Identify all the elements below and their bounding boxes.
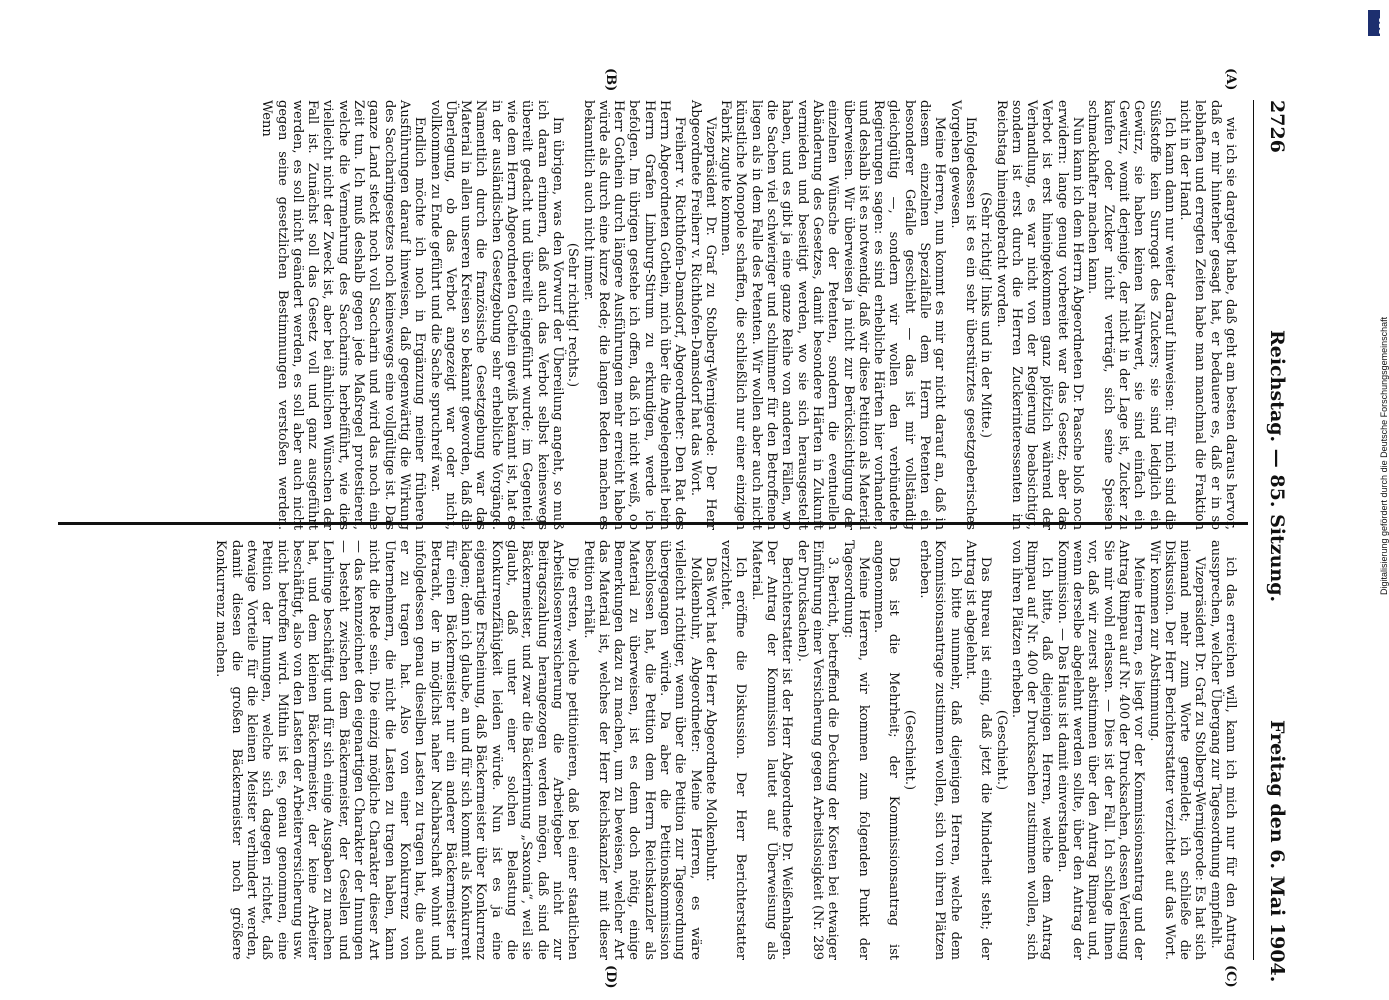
paragraph: Meine Herren, wir kommen zum folgenden Punkt der Tagesordnung: [840, 540, 871, 960]
page-header [1248, 100, 1318, 983]
rotated-page [68, 60, 1318, 989]
right-column [213, 540, 1238, 960]
paragraph: wie ich sie dargelegt habe, daß geht am besten daraus hervor, daß er mir hinterher gesagt hat, er bedauere es, daß er in so lebhaften und erregten Zeiten habe man manchmal die Fraktion nicht in der Hand. [1177, 100, 1238, 530]
paragraph: Ich bitte nunmehr, daß diejenigen Herren, welche dem Kommissionsantrage zustimmen wollen, sich von ihren Plätzen erheben. [917, 540, 963, 960]
margin-marker-b: (B) [603, 68, 618, 92]
paragraph: Vizepräsident Dr. Graf zu Stolberg-Wernigerode: Der Herr Abgeordnete Freiherr v. Richthofen-Damsdorf hat das Wort. [687, 100, 718, 530]
paragraph: Das Wort hat der Herr Abgeordnete Molkenbuhr. [702, 556, 718, 882]
paragraph: Das Bureau ist einig, daß jetzt die Minderheit steht; der Antrag ist abgelehnt. [962, 540, 994, 960]
dfg-logo: DFG [1368, 10, 1380, 36]
session-date: Freitag den 6. Mai 1904. [1266, 720, 1288, 983]
paragraph: (Geschieht.) [901, 709, 917, 791]
session-title: Reichstag. — 85. Sitzung. [1266, 330, 1288, 603]
paragraph: Ich kann dann nur weiter darauf hinweisen: für mich sind die Süßstoffe kein Surrogat des Zuckers; sie sind lediglich ein Gewürz, sie haben keinen Nährwert, sie sind einfach ein Gewürz, womit derjenige, der nicht in der Lage ist, Zucker zu kaufen oder Zucker nicht verträgt, sich seine Speisen schmackhafter machen kann. [1085, 100, 1177, 530]
paragraph: Meine Herren, es liegt vor der Kommissionsantrag und der Antrag Rimpau auf Nr. 400 der Drucksachen, dessen Verlesung Sie mir wohl erlassen. — Dies ist der Fall. Ich schlage Ihnen vor, daß wir zuerst abstimmen über den Antrag Rimpau und, wenn derselbe abgelehnt werden sollte, über den Antrag der Kommission. — Das Haus ist damit einverstanden. [1054, 540, 1147, 960]
paragraph: (Geschieht.) [993, 709, 1009, 791]
paragraph: Meine Herren, nun kommt es mir gar nicht darauf an, daß in diesem einzelnen Spezialfalle dem Herrn Petenten ein besonderer Gefalle geschieht — das ist mir vollständig gleichgültig —, sondern wir wollen den verbündeten Regierungen sagen: es sind erhebliche Härten hier vorhanden, und deshalb ist es notwendig, daß wir diese Petition als Material überweisen. Wir überweisen ja nicht zur Berücksichtigung der einzelnen Wünsche der Petenten, sondern die eventuellen Abänderung des Gesetzes, damit besondere Härten in Zukunft vermieden und beseitigt werden, wo sie sich herausgestellt haben, und es gibt ja eine ganze Reihe von anderen Fällen, wo die Sachen viel schwieriger und schlimmer für den Betroffenen liegen als in dem Falle des Petenten. Wir wollen aber auch nicht künstliche Monopole schaffen, die schließlich nur einer einzigen Fabrik zugute kommen. [718, 100, 948, 530]
digitization-credit [1368, 10, 1389, 1000]
paragraph: 3. Bericht, betreffend die Deckung der Kosten bei etwaiger Einführung einer Versicherung gegen Arbeitslosigkeit (Nr. 289 der Drucksachen). [794, 540, 841, 960]
paragraph: ich das erreichen will, kann ich mich nur für den Antrag aussprechen, welcher Übergang zur Tagesordnung empfiehlt. [1207, 540, 1238, 960]
margin-marker-d: (D) [603, 965, 618, 989]
paragraph: (Sehr richtig! links und in der Mitte.) [978, 192, 994, 438]
paragraph: Ich eröffne die Diskussion. Der Herr Berichterstatter verzichtet. [718, 540, 749, 960]
paragraph: Freiherr v. Richthofen-Damsdorf, Abgeordneter: Den Rat des Herrn Abgeordneten Gothein, mich über die Angelegenheit beim Herrn Grafen Limburg-Stirum zu erkundigen, werde ich befolgen. Im übrigen gestehe ich offen, daß ich nicht weiß, ob Herr Gothein durch längere Ausführungen mehr erreicht haben würde als durch eine kurze Rede; die langen Reden machen es bekanntlich auch nicht immer. [580, 100, 688, 530]
paragraph: Das ist die Mehrheit; der Kommissionsantrag ist angenommen. [871, 540, 902, 960]
paragraph: (Sehr richtig! rechts.) [565, 242, 581, 388]
paragraph: Molkenbuhr, Abgeordneter: Meine Herren, es wäre vielleicht richtiger, wenn über die Petition zur Tagesordnung übergegangen würde. Da aber die Petitionskommission beschlossen hat, die Petition dem Herrn Reichskanzler als Material zu überweisen, ist es denn doch nötig, einige Bemerkungen dazu zu machen, um zu beweisen, welcher Art das Material ist, welches der Herr Reichskanzler mit dieser Petition erhält. [580, 540, 703, 960]
margin-marker-c: (C) [1223, 965, 1238, 988]
credit-text: Digitalisierung gefördert durch die Deutsche Forschungsgemeinschaft [1379, 316, 1389, 595]
paragraph: Berichterstatter ist der Herr Abgeordnete Dr. Weißenhagen. Der Antrag der Kommission lautet auf Überweisung als Material. [748, 540, 795, 960]
paragraph: Endlich möchte ich noch in Ergänzung meiner früheren Ausführungen darauf hinweisen, daß gegenwärtig die Wirkung des Saccharingesetzes noch keineswegs eine vollgültige ist. Das ganze Land steckt noch voll Saccharin und wird das noch eine Zeit tun. Ich muß deshalb gegen jede Maßregel protestieren, welche die Vermehrung des Saccharins herbeiführt, wie dies vielleicht nicht der Zweck ist, aber bei ähnlichen Wünschen der Fall ist. Zunächst soll das Gesetz voll und ganz ausgeführt werden, es soll nicht geändert werden, es soll aber auch nicht gegen seine gesetzlichen Bestimmungen verstoßen werden. Wenn [259, 100, 428, 530]
page-number: 2726 [1266, 100, 1288, 153]
paragraph: Die ersten, welche petitionieren, daß bei einer staatlichen Arbeitslosenversicherung die Arbeitgeber nicht zur Beitragszahlung herangezogen werden mögen, daß sind die Bäckermeister, und zwar die Bäckerinnung „Saxonia“, weil sie glaubt, daß unter einer solchen Belastung die Konkurrenzfähigkeit leiden würde. Nun ist es ja eine eigenartige Erscheinung, daß Bäckermeister über Konkurrenz klagen; denn ich glaube, an und für sich kommt als Konkurrent für einen Bäckermeister nur ein anderer Bäckermeister in Betracht, der in möglichst naher Nachbarschaft wohnt und infolgedessen genau dieselben Lasten zu tragen hat, die auch er zu tragen hat. Also von einer Konkurrenz von Unternehmern, die nicht die Lasten zu tragen haben, kann nicht die Rede sein. Die einzig mögliche Charakter dieser Art — das kennzeichnet den eigenartigen Charakter der Innungen — besteht zwischen dem Bäckermeister, der Gesellen und Lehrlinge beschäftigt und für sich einige Ausgaben zu machen hat, und dem kleinen Bäckermeister, der keine Arbeiter beschäftigt, also von den Lasten der Arbeiterversicherung usw. nicht betroffen wird. Mithin ist es, genau genommen, eine Petition der Innungen, welche sich dagegen richtet, daß etwaige Vorteile für die kleinen Meister verhindert werden, damit diesen die großen Bäckermeister noch größere Konkurrenz machen. [213, 540, 581, 960]
paragraph: Nun kann ich dem Herrn Abgeordneten Dr. Paasche bloß noch erwidern: lange genug vorbereitet war das Gesetz; aber das Verbot ist erst hineingekommen ganz plötzlich während der Verhandlung, es war nicht von der Regierung beabsichtigt, sondern ist erst durch die Herren Zuckerinteressenten im Reichstag hineingebracht worden. [993, 100, 1086, 530]
paragraph: Vizepräsident Dr. Graf zu Stolberg-Wernigerode: Es hat sich niemand mehr zum Worte gemeldet; ich schließe die Diskussion. Der Herr Berichterstatter verzichtet auf das Wort. Wir kommen zur Abstimmung. [1146, 540, 1208, 960]
paragraph: Im übrigen, was den Vorwurf der Übereilung angeht, so muß ich daran erinnern, daß auch das Verbot selbst keineswegs übereilt gedacht und übereilt eingeführt wurde; im Gegenteil, wie dem Herrn Abgeordneten Gothein gewiß bekannt ist, hat es in der ausländischen Gesetzgebung sehr erhebliche Vorgänge. Namentlich durch die französische Gesetzgebung war das Material in allen unseren Kreisen so bekannt geworden, daß die Überlegung, ob das Verbot angezeigt war oder nicht, vollkommen zu Ende geführt und die Sache spruchreif war. [427, 100, 565, 530]
header-rule [1253, 100, 1254, 960]
paragraph: Ich bitte, daß diejenigen Herren, welche dem Antrag Rimpau auf Nr. 400 der Drucksachen zustimmen wollen, sich von ihren Plätzen erheben. [1008, 540, 1055, 960]
paragraph: Infolgedessen ist es ein sehr überstürztes gesetzgeberisches Vorgehen gewesen. [947, 100, 978, 530]
margin-marker-a: (A) [1223, 68, 1238, 91]
left-column [259, 100, 1238, 530]
